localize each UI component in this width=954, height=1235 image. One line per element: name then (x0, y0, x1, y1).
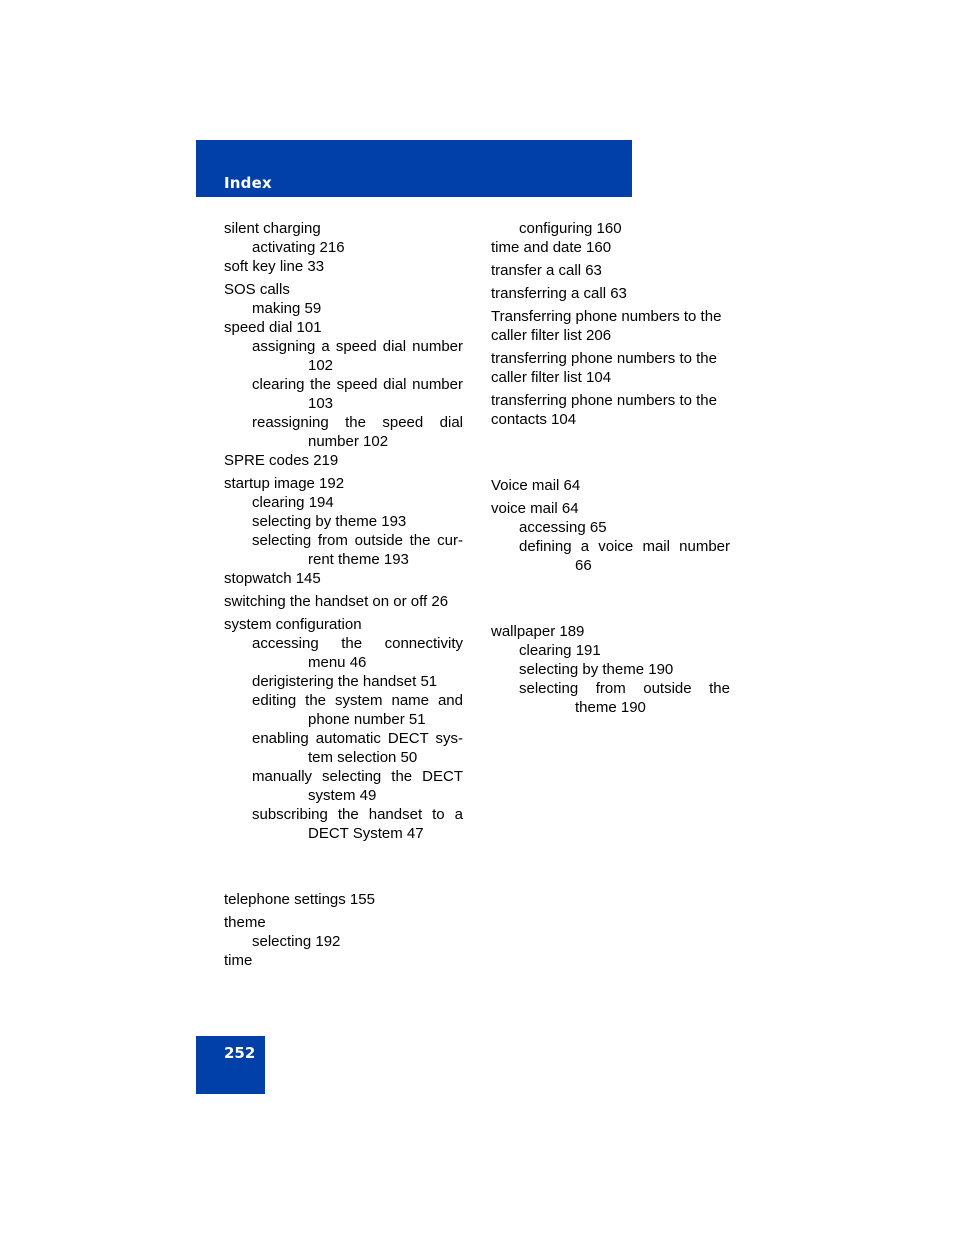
index-entry: transfer a call 63 (491, 262, 602, 279)
page-number: 252 (224, 1044, 256, 1062)
index-entry: system configuration (224, 616, 362, 633)
page-title: Index (224, 174, 272, 192)
index-entry: switching the handset on or off 26 (224, 593, 449, 610)
index-entry: startup image 192 (224, 475, 345, 492)
index-entry: SPRE codes 219 (224, 452, 339, 469)
index-subentry: configuring 160 (519, 220, 622, 237)
index-entry: speed dial 101 (224, 319, 322, 336)
index-entry: theme (224, 914, 266, 931)
index-subentry: selecting by theme 193 (252, 513, 407, 530)
index-entry: SOS calls (224, 281, 290, 298)
index-entry: voice mail 64 (491, 500, 579, 517)
page-number-box (196, 1036, 265, 1094)
index-entry: time (224, 952, 253, 969)
index-entry: transferring a call 63 (491, 285, 627, 302)
index-entry: Voice mail 64 (491, 477, 581, 494)
index-subentry: editing the system name and phone number 51 (252, 692, 463, 728)
index-subentry: assigning a speed dial number 102 (252, 338, 463, 374)
index-entry: transferring phone numbers to the caller filter list 104 (491, 350, 717, 386)
index-subentry: reassigning the speed dial number 102 (252, 414, 463, 450)
header-band (196, 140, 632, 197)
index-entry: wallpaper 189 (491, 623, 585, 640)
index-subentry: selecting from outside the theme 190 (519, 680, 730, 716)
index-entry: transferring phone numbers to the contacts 104 (491, 392, 717, 428)
index-subentry: clearing the speed dial number 103 (252, 376, 463, 412)
index-subentry: derigistering the handset 51 (252, 673, 438, 690)
index-subentry: clearing 194 (252, 494, 334, 511)
index-subentry: selecting from outside the cur-rent theme 193 (252, 532, 463, 568)
index-subentry: making 59 (252, 300, 322, 317)
index-column-right (491, 219, 730, 717)
index-subentry: enabling automatic DECT sys-tem selection 50 (252, 730, 463, 766)
index-entry: stopwatch 145 (224, 570, 321, 587)
index-subentry: subscribing the handset to a DECT System 47 (252, 806, 463, 842)
index-subentry: activating 216 (252, 239, 345, 256)
index-subentry: clearing 191 (519, 642, 601, 659)
index-entry: soft key line 33 (224, 258, 325, 275)
index-subentry: accessing the connectivity menu 46 (252, 635, 463, 671)
index-entry: Transferring phone numbers to the caller filter list 206 (491, 308, 722, 344)
index-subentry: accessing 65 (519, 519, 607, 536)
index-subentry: manually selecting the DECT system 49 (252, 768, 463, 804)
index-subentry: defining a voice mail number 66 (519, 538, 730, 574)
index-entry: telephone settings 155 (224, 891, 375, 908)
index-subentry: selecting by theme 190 (519, 661, 674, 678)
index-subentry: selecting 192 (252, 933, 341, 950)
index-entry: time and date 160 (491, 239, 612, 256)
index-column-left (224, 219, 463, 970)
index-entry: silent charging (224, 220, 321, 237)
